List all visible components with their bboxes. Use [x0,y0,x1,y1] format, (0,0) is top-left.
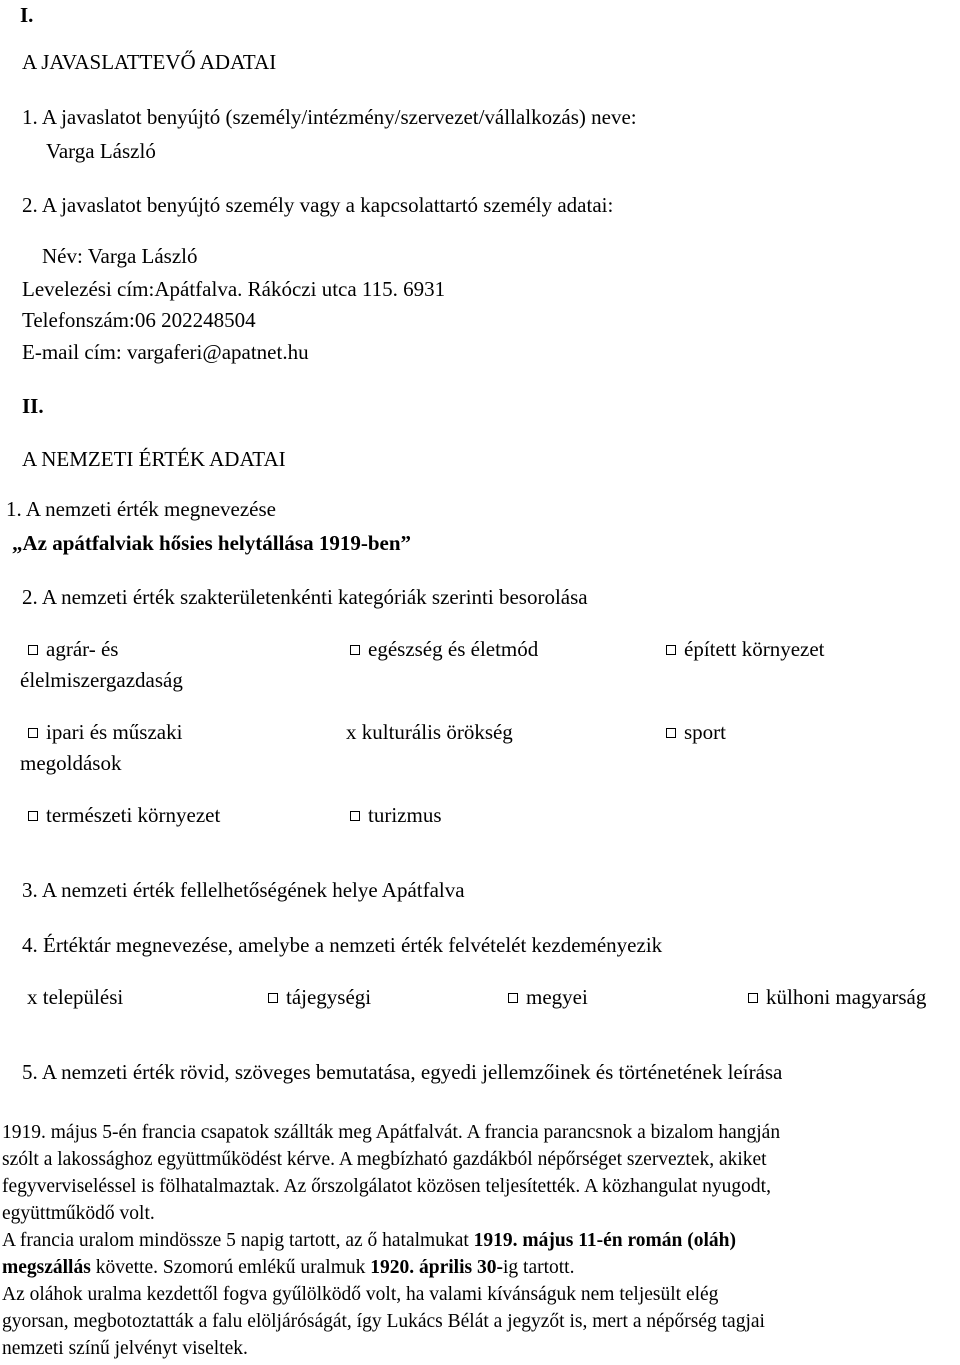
description-line: Az oláhok uralma kezdettől fogva gyűlölködő volt, ha valami kívánságuk nem teljesült elég [2,1284,719,1305]
checkbox-icon[interactable] [748,993,758,1003]
description-line: fegyverviseléssel is fölhatalmaztak. Az őrszolgálatot közösen teljesítették. A közhangulat nyugodt, [2,1176,771,1197]
contact-email: E-mail cím: vargaferi@apatnet.hu [22,340,309,364]
ertektar-kulhoni: külhoni magyarság [748,984,926,1010]
checked-mark[interactable]: x [346,720,357,744]
value-question-2: 2. A nemzeti érték szakterületenkénti kategóriák szerinti besorolása [22,585,588,609]
category-sport: sport [666,719,726,745]
description-line: nemzeti színű jelvényt viseltek. [2,1338,248,1359]
section-1-roman: I. [20,3,34,27]
section-2-heading: A NEMZETI ÉRTÉK ADATAI [22,447,286,471]
category-egeszseg: egészség és életmód [350,636,538,662]
description-line: szólt a lakossághoz együttműködést kérve. A megbízható gazdákból népőrséget szerveztek, akiket [2,1149,767,1170]
category-epitett: épített környezet [666,636,825,662]
value-question-3: 3. A nemzeti érték fellelhetőségének helye Apátfalva [22,878,465,902]
category-agrar-cont: élelmiszergazdaság [20,668,183,692]
value-question-1: 1. A nemzeti érték megnevezése [6,497,276,521]
category-termeszeti: természeti környezet [28,802,220,828]
submitter-name: Varga László [46,139,156,163]
contact-phone: Telefonszám:06 202248504 [22,308,256,332]
contact-name: Név: Varga László [42,244,198,268]
category-kulturalis: x kulturális örökség [346,720,513,744]
checkbox-icon[interactable] [350,645,360,655]
description-line: gyorsan, megbotoztatták a falu elöljáróságát, így Lukács Bélát a jegyzőt is, mert a népőrség tagjai [2,1311,765,1332]
description-line: megszállás követte. Szomorú emlékű uralmuk 1920. április 30-ig tartott. [2,1257,575,1278]
checkbox-icon[interactable] [666,645,676,655]
section-1-heading: A JAVASLATTEVŐ ADATAI [22,50,277,74]
question-2: 2. A javaslatot benyújtó személy vagy a kapcsolattartó személy adatai: [22,193,614,217]
value-question-5: 5. A nemzeti érték rövid, szöveges bemutatása, egyedi jellemzőinek és történetének leírása [22,1060,783,1084]
contact-address: Levelezési cím:Apátfalva. Rákóczi utca 115. 6931 [22,277,446,301]
category-agrar: agrár- és [28,636,118,662]
category-turizmus: turizmus [350,802,442,828]
checkbox-icon[interactable] [28,811,38,821]
checkbox-icon[interactable] [508,993,518,1003]
description-line: együttműködő volt. [2,1203,155,1224]
checkbox-icon[interactable] [28,645,38,655]
value-name: „Az apátfalviak hősies helytállása 1919-ben” [12,531,412,555]
description-line: A francia uralom mindössze 5 napig tartott, az ő hatalmukat 1919. május 11-én román (oláh) [2,1230,737,1251]
checkbox-icon[interactable] [666,728,676,738]
value-question-4: 4. Értéktár megnevezése, amelybe a nemzeti érték felvételét kezdeményezik [22,933,663,957]
category-ipari-cont: megoldások [20,751,122,775]
question-1: 1. A javaslatot benyújtó (személy/intézmény/szervezet/vállalkozás) neve: [22,105,637,129]
ertektar-tajegysegi: tájegységi [268,984,371,1010]
checkbox-icon[interactable] [268,993,278,1003]
checked-mark[interactable]: x [27,985,38,1009]
checkbox-icon[interactable] [350,811,360,821]
section-2-roman: II. [22,394,44,418]
ertektar-telepulesi: x települési [27,985,124,1009]
category-ipari: ipari és műszaki [28,719,182,745]
description-line: 1919. május 5-én francia csapatok szállták meg Apátfalvát. A francia parancsnok a bizalom hangján [2,1122,781,1143]
ertektar-megyei: megyei [508,984,588,1010]
description-text [2,1119,958,1362]
checkbox-icon[interactable] [28,728,38,738]
